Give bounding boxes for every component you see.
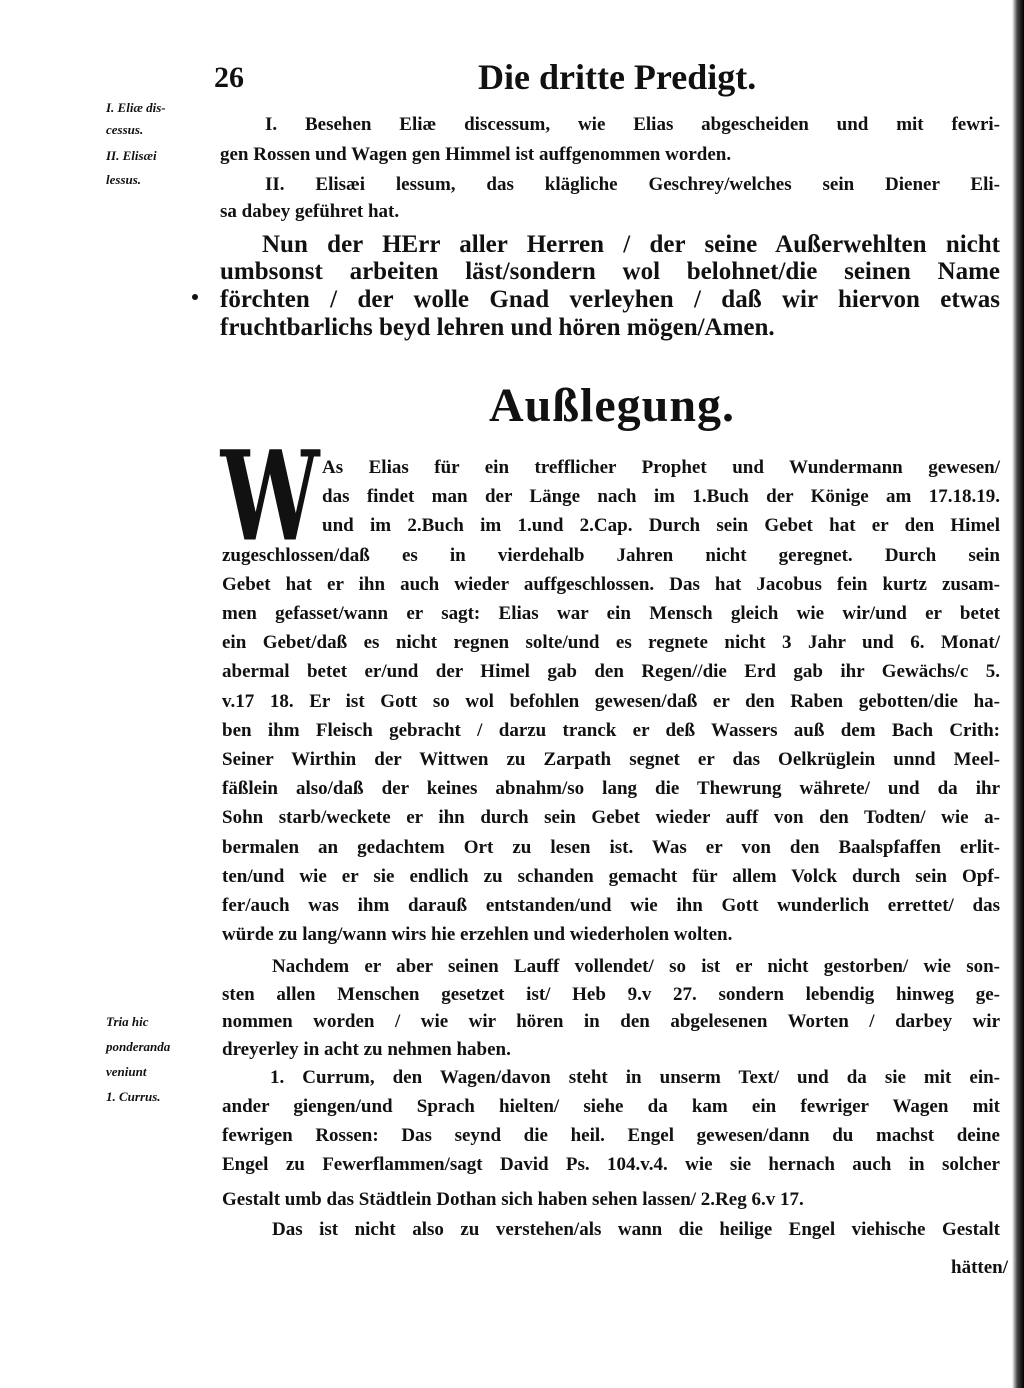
body-line: ander giengen/und Sprach hielten/ siehe da kam ein fewriger Wagen mit [222, 1096, 1000, 1117]
body-line: Engel zu Fewerflammen/sagt David Ps. 104.v.4. wie sie hernach auch in solcher [222, 1154, 1000, 1175]
body-line: 1. Currum, den Wagen/davon steht in unserm Text/ und da sie mit ein- [270, 1067, 1000, 1088]
body-line: Sohn starb/weckete er ihn durch sein Gebet wieder auff von den Todten/ wie a- [222, 807, 1000, 828]
prayer-line: umbsonst arbeiten läst/sondern wol belohnet/die seinen Name [220, 258, 1000, 285]
margin-note-line: lessus. [106, 172, 142, 187]
body-line: sten allen Menschen gesetzet ist/ Heb 9.v 27. sondern lebendig hinweg ge- [222, 984, 1000, 1005]
intro-line: I. Besehen Eliæ discessum, wie Elias abgescheiden und mit fewri- [265, 114, 1000, 135]
body-line: dreyerley in acht zu nehmen haben. [222, 1039, 511, 1060]
body-line: Seiner Wirthin der Wittwen zu Zarpath segnet er das Oelkrüglein unnd Meel- [222, 749, 1000, 770]
body-line: As Elias für ein trefflicher Prophet und Wundermann gewesen/ [322, 457, 1000, 478]
drop-cap [220, 423, 320, 569]
intro-line: gen Rossen und Wagen gen Himmel ist auffgenommen worden. [220, 144, 732, 165]
margin-note-line: I. Eliæ dis- [106, 100, 166, 115]
body-line: ben ihm Fleisch gebracht / darzu tranck er deß Wassers auß dem Bach Crith: [222, 720, 1000, 741]
body-line: ein Gebet/daß es nicht regnen solte/und es regnete nicht 3 Jahr und 6. Monat/ [222, 632, 1000, 653]
margin-note-line: veniunt [106, 1064, 147, 1079]
drop-cap-letter: W [220, 423, 320, 569]
body-line: und im 2.Buch im 1.und 2.Cap. Durch sein Gebet hat er den Himel [322, 515, 1000, 536]
intro-line: II. Elisæi lessum, das klägliche Geschrey/welches sein Diener Eli- [265, 174, 1000, 195]
running-title: Die dritte Predigt. [478, 57, 757, 97]
body-line: fewrigen Rossen: Das seynd die heil. Engel gewesen/dann du machst deine [222, 1125, 1000, 1146]
body-line: zugeschlossen/daß es in vierdehalb Jahren nicht geregnet. Durch sein [222, 545, 1000, 566]
body-line: das findet man der Länge nach im 1.Buch der Könige am 17.18.19. [322, 486, 1000, 507]
body-line: men gefasset/wann er sagt: Elias war ein Mensch gleich wie wir/und er betet [222, 603, 1000, 624]
body-line: abermal betet er/und der Himel gab den Regen//die Erd gab ihr Gewächs/c 5. [222, 661, 1000, 682]
body-line: Gebet hat er ihn auch wieder auffgeschlossen. Das hat Jacobus fein kurtz zusam- [222, 574, 1000, 595]
body-line: würde zu lang/wann wirs hie erzehlen und wiederholen wolten. [222, 924, 733, 945]
margin-note-line: Tria hic [106, 1014, 149, 1029]
body-line: v.17 18. Er ist Gott so wol befohlen gewesen/daß er den Raben gebotten/die ha- [222, 691, 1000, 712]
margin-note-line: II. Elisæi [106, 148, 157, 163]
intro-line: sa dabey geführet hat. [220, 201, 400, 222]
body-line: Das ist nicht also zu verstehen/als wann die heilige Engel viehische Gestalt [272, 1219, 1000, 1240]
body-line: fäßlein also/daß der keines abnahm/so lang die Thewrung währete/ und da ihr [222, 778, 1000, 799]
margin-dot [192, 294, 198, 300]
margin-note-line: cessus. [106, 122, 144, 137]
body-line: ten/und wie er sie endlich zu schanden gemacht für allem Volck durch sein Opf- [222, 866, 1000, 887]
body-line: Gestalt umb das Städtlein Dothan sich haben sehen lassen/ 2.Reg 6.v 17. [222, 1189, 804, 1210]
catchword: hätten/ [951, 1257, 1008, 1278]
prayer-line: fruchtbarlichs beyd lehren und hören mögen/Amen. [220, 314, 775, 341]
body-line: nommen worden / wie wir hören in den abgelesenen Worten / darbey wir [222, 1011, 1000, 1032]
body-line: Nachdem er aber seinen Lauff vollendet/ so ist er nicht gestorben/ wie son- [272, 956, 1000, 977]
prayer-line: förchten / der wolle Gnad verleyhen / daß wir hiervon etwas [220, 286, 1000, 313]
margin-note-line: ponderanda [106, 1039, 171, 1054]
body-line: fer/auch was ihm darauß entstanden/und wie ihn Gott wunderlich errettet/ das [222, 895, 1000, 916]
page-number: 26 [214, 61, 244, 94]
scan-edge [1012, 0, 1024, 1388]
prayer-line: Nun der HErr aller Herren / der seine Außerwehlten nicht [262, 231, 1000, 258]
body-line: bermalen an gedachtem Ort zu lesen ist. Was er von den Baalspfaffen erlit- [222, 837, 1000, 858]
margin-note-line: 1. Currus. [106, 1089, 161, 1104]
section-heading: Außlegung. [488, 379, 736, 432]
